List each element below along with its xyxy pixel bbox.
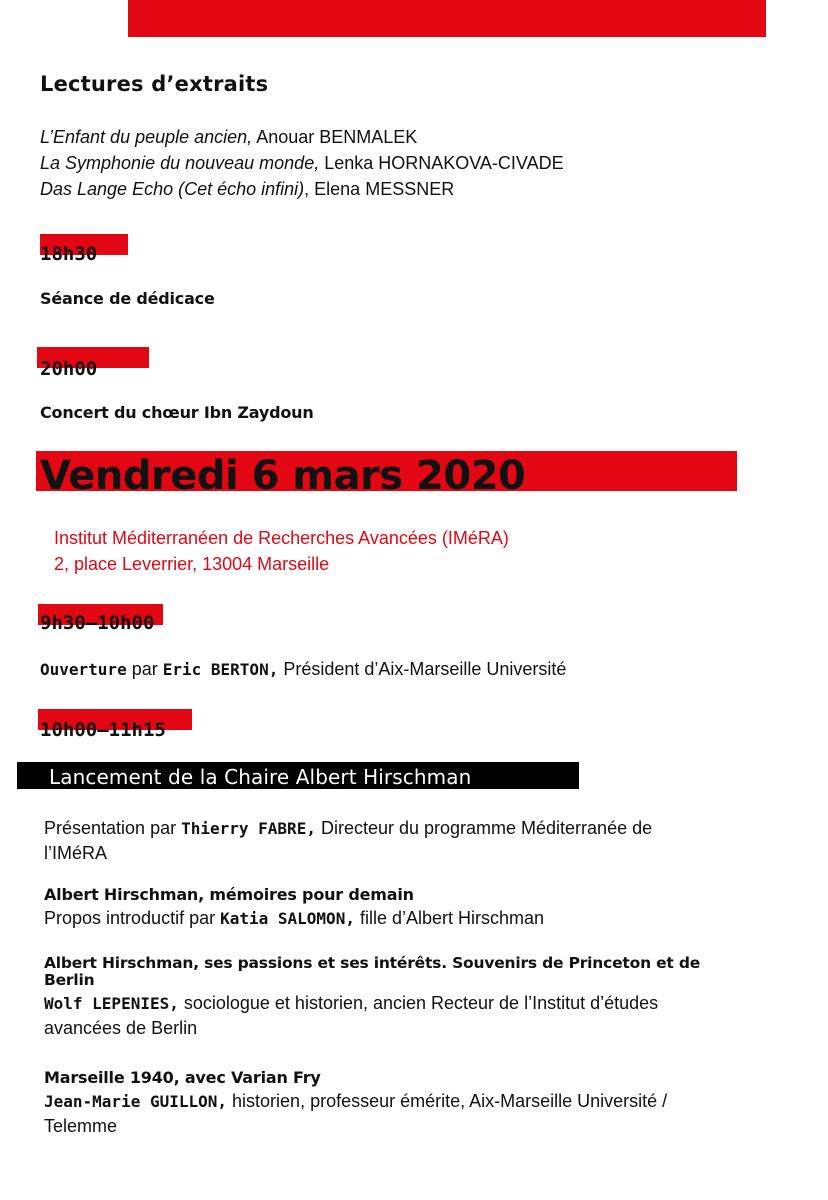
lecture-title: Das Lange Echo (Cet écho infini): [40, 179, 305, 199]
talk-3-speaker-line: [44, 1089, 814, 1114]
talk-3: [44, 1067, 814, 1138]
top-accent-bar: [128, 0, 766, 37]
venue-address: 2, place Leverrier, 13004 Marseille: [54, 554, 330, 574]
lectures-heading: Lectures d’extraits: [40, 72, 269, 96]
lecture-item: [40, 176, 800, 202]
talk-2-title: Albert Hirschman, ses passions et ses intérêts. Souvenirs de Princeton et de: [44, 954, 701, 972]
time-1830: 18h30: [40, 243, 98, 265]
opening-speaker: Eric BERTON,: [162, 660, 279, 679]
talk-1-title: Albert Hirschman, mémoires pour demain: [44, 885, 414, 904]
lecture-title: L’Enfant du peuple ancien,: [40, 127, 253, 147]
talk-2-title-cont: Berlin: [44, 971, 95, 989]
opening-label: Ouverture: [40, 660, 127, 679]
lecture-item: [40, 124, 800, 150]
time-2000: 20h00: [40, 358, 98, 380]
talk-1-speaker: Katia SALOMON,: [220, 909, 355, 928]
time-0930: 9h30—10h00: [40, 612, 155, 634]
talk-2: [44, 955, 814, 1040]
presentation-line: [44, 816, 804, 841]
time-1000: 10h00—11h15: [40, 719, 166, 741]
venue-block: [54, 525, 509, 577]
opening-role: Président d’Aix-Marseille Université: [278, 659, 567, 679]
lecture-title: La Symphonie du nouveau monde,: [40, 153, 320, 173]
talk-2-role-cont: avancées de Berlin: [44, 1018, 198, 1038]
talk-2-speaker: Wolf LEPENIES,: [44, 994, 179, 1013]
presentation-role-cont: l’IMéRA: [44, 843, 108, 863]
talk-1-role: fille d’Albert Hirschman: [354, 908, 545, 928]
lectures-list: [40, 124, 800, 202]
chair-launch-title: Lancement de la Chaire Albert Hirschman: [49, 765, 472, 789]
presentation-role: Directeur du programme Méditerranée de: [315, 818, 653, 838]
talk-3-role-cont: Telemme: [44, 1116, 118, 1136]
dedicace-label: Séance de dédicace: [40, 289, 215, 308]
talk-3-speaker: Jean-Marie GUILLON,: [44, 1092, 228, 1111]
concert-label: Concert du chœur Ibn Zaydoun: [40, 403, 314, 422]
talk-3-title: Marseille 1940, avec Varian Fry: [44, 1068, 321, 1087]
presentation-prefix: Présentation par: [44, 818, 182, 838]
venue-name: Institut Méditerranéen de Recherches Avancées (IMéRA): [54, 528, 509, 548]
talk-1: [44, 884, 804, 931]
presentation-speaker: Thierry FABRE,: [181, 819, 316, 838]
lecture-item: [40, 150, 800, 176]
day-title: Vendredi 6 mars 2020: [40, 453, 526, 499]
talk-2-speaker-line: [44, 991, 814, 1016]
talk-3-role: historien, professeur émérite, Aix-Marseille Université /: [227, 1091, 668, 1111]
lecture-author: , Elena MESSNER: [304, 179, 455, 199]
talk-1-speaker-line: [44, 906, 804, 931]
lecture-author: Anouar BENMALEK: [252, 127, 418, 147]
talk-1-prefix: Propos introductif par: [44, 908, 221, 928]
opening-line: [40, 657, 566, 682]
opening-par: par: [126, 659, 163, 679]
presentation-block: [44, 816, 804, 865]
lecture-author: Lenka HORNAKOVA-CIVADE: [319, 153, 564, 173]
talk-2-role: sociologue et historien, ancien Recteur de l’Institut d’études: [178, 993, 659, 1013]
